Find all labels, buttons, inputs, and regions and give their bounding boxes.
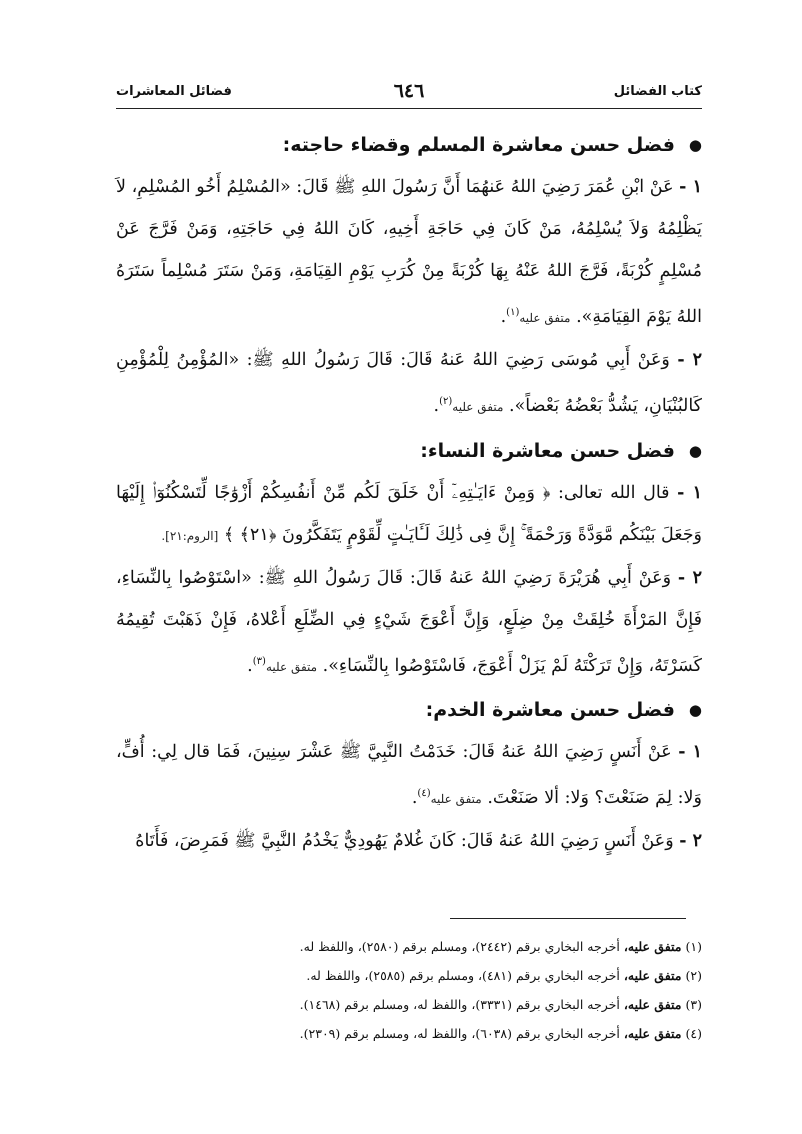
section-heading: [116, 134, 702, 156]
footnote-lead: متفق عليه،: [623, 968, 682, 983]
section-title: فضائل المعاشرات: [116, 84, 232, 99]
footnote-text: أخرجه البخاري برقم (٦٠٣٨)، واللفظ له، ومسلم برقم (٢٣٠٩).: [299, 1026, 620, 1041]
bullet-icon: ●: [688, 136, 702, 154]
footnote-ref[interactable]: (٢): [439, 395, 453, 407]
footnote-item: [116, 990, 702, 1019]
hadith-text: وَعَنْ أَنَسٍ رَضِيَ اللهُ عَنهُ قَالَ: كَانَ غُلامٌ يَهُودِيٌّ يَخْدُمُ النَّبِيَّ ﷺ فَمَرِضَ، فَأَتَاهُ: [135, 831, 674, 852]
item-number: ١ -: [677, 482, 703, 503]
item-number: ١ -: [678, 742, 702, 763]
book-title: كتاب الفضائل: [613, 84, 702, 99]
grading-note: متفق عليه: [452, 399, 504, 414]
item-number: ٢ -: [677, 567, 702, 588]
footnote-item: [116, 1019, 702, 1048]
footnote-ref[interactable]: (١): [506, 307, 520, 318]
footnote-text: أخرجه البخاري برقم (٢٤٤٢)، ومسلم برقم (٢٥٨٠)، واللفظ له.: [299, 939, 620, 954]
heading-text: فضل حسن معاشرة الخدم:: [425, 699, 675, 722]
quran-verse: ﴿ وَمِنْ ءَايَـٰتِهِۦٓ أَنْ خَلَقَ لَكُم مِّنْ أَنفُسِكُمْ أَزْوَٰجًا لِّتَسْكُنُوٓا۟ إِلَيْهَا وَجَعَلَ بَيْنَكُم مَّوَدَّةً وَرَحْمَةً ۚ إِنَّ فِى ذَٰلِكَ لَـَٔايَـٰتٍ لِّقَوْمٍ يَتَفَكَّرُونَ ﴿٢١﴾ ﴾: [116, 482, 702, 545]
surah-reference: [الروم:٢١].: [161, 528, 219, 543]
heading-text: فضل حسن معاشرة المسلم وقضاء حاجته:: [282, 134, 675, 156]
hadith-paragraph: ١ - عَنْ أَنَسٍ رَضِيَ اللهُ عَنهُ قَالَ: خَدَمْتُ النَّبِيَّ ﷺ عَشْرَ سِنِينَ، فَمَا قال لِي: أُفٍّ، وَلا: لِمَ صَنَعْتَ؟ وَلا: ألا صَنَعْتَ. متفق عليه$^{(٤)}$.: [116, 742, 702, 809]
hadith-paragraph: ٢ - وَعَنْ أَبِي هُرَيْرَةَ رَضِيَ اللهُ عَنهُ قَالَ: قَالَ رَسُولُ اللهِ ﷺ: «اسْتَوْصُوا بِالنِّسَاءِ، فَإِنَّ المَرْأَةَ خُلِقَتْ مِنْ ضِلَعٍ، وَإِنَّ أَعْوَجَ شَيْءٍ فِي الضِّلَعِ أَعْلاهُ، فَإِنْ ذَهَبْتَ تُقِيمُهُ كَسَرْتَهُ، وَإِنْ تَرَكْتَهُ لَمْ يَزَلْ أَعْوَجَ، فَاسْتَوْصُوا بِالنِّسَاءِ». متفق عليه$^{(٣)}$.: [116, 567, 702, 676]
footnote-number: (٣): [685, 997, 702, 1012]
bullet-icon: ●: [688, 701, 702, 720]
section-heading: [116, 440, 702, 462]
verse-paragraph: [116, 472, 702, 557]
heading-text: فضل حسن معاشرة النساء:: [420, 439, 675, 462]
footnote-item: [116, 932, 702, 961]
verse-lead: قال الله تعالى:: [558, 482, 670, 503]
hadith-paragraph: ٢ - وَعَنْ أَبِي مُوسَى رَضِيَ اللهُ عَنهُ قَالَ: قَالَ رَسُولُ اللهِ ﷺ: «المُؤْمِنُ لِلْمُؤْمِنِ كَالبُنْيَانِ، يَشُدُّ بَعْضُهُ بَعْضاً». متفق عليه$^{(٢)}$.: [116, 349, 702, 416]
main-text: [116, 122, 702, 862]
running-header: [116, 82, 702, 109]
footnote-divider: [450, 918, 686, 919]
item-number: ٢ -: [677, 349, 702, 370]
bullet-icon: ●: [688, 441, 702, 460]
footnote-lead: متفق عليه،: [623, 1026, 682, 1041]
footnote-number: (٤): [685, 1026, 702, 1041]
hadith-paragraph: [116, 820, 702, 862]
footnote-ref[interactable]: (٣): [252, 655, 266, 667]
grading-note: متفق عليه: [430, 792, 482, 807]
hadith-text: وَعَنْ أَبِي مُوسَى رَضِيَ اللهُ عَنهُ قَالَ: قَالَ رَسُولُ اللهِ ﷺ: «المُؤْمِنُ لِلْمُؤْمِنِ كَالبُنْيَانِ، يَشُدُّ بَعْضُهُ بَعْضاً».: [116, 349, 702, 416]
footnote-lead: متفق عليه،: [623, 939, 682, 954]
grading-note: متفق عليه: [265, 659, 318, 674]
section-heading: [116, 699, 702, 721]
footnote-number: (١): [685, 939, 702, 954]
footnote-item: [116, 961, 702, 990]
footnote-number: (٢): [685, 968, 702, 983]
hadith-paragraph: ١ - عَنْ ابْنِ عُمَرَ رَضِيَ اللهُ عَنهُمَا أَنَّ رَسُولَ اللهِ ﷺ قَالَ: «المُسْلِمُ أَخُو المُسْلِمِ، لاَ يَظْلِمُهُ وَلاَ يُسْلِمُهُ، مَنْ كَانَ فِي حَاجَةِ أَخِيهِ، كَانَ اللهُ فِي حَاجَتِهِ، وَمَنْ فَرَّجَ عَنْ مُسْلِمٍ كُرْبَةً، فَرَّجَ اللهُ عَنْهُ بِهَا كُرْبَةً مِنْ كُرَبِ يَوْمِ القِيَامَةِ، وَمَنْ سَتَرَ مُسْلِماً سَتَرَهُ اللهُ يَوْمَ القِيَامَةِ». متفق عليه$^{(١)}$.: [116, 177, 702, 327]
page-number: ٦٤٦: [393, 80, 425, 102]
grading-note: متفق عليه: [519, 310, 571, 325]
footnote-ref[interactable]: (٤): [417, 788, 431, 800]
footnote-text: أخرجه البخاري برقم (٣٣٣١)، واللفظ له، ومسلم برقم (١٤٦٨).: [299, 997, 620, 1012]
item-number: ٢ -: [679, 831, 702, 852]
hadith-text: وَعَنْ أَبِي هُرَيْرَةَ رَضِيَ اللهُ عَنهُ قَالَ: قَالَ رَسُولُ اللهِ ﷺ: «اسْتَوْصُوا بِالنِّسَاءِ، فَإِنَّ المَرْأَةَ خُلِقَتْ مِنْ ضِلَعٍ، وَإِنَّ أَعْوَجَ شَيْءٍ فِي الضِّلَعِ أَعْلاهُ، فَإِنْ ذَهَبْتَ تُقِيمُهُ كَسَرْتَهُ، وَإِنْ تَرَكْتَهُ لَمْ يَزَلْ أَعْوَجَ، فَاسْتَوْصُوا بِالنِّسَاءِ».: [116, 567, 702, 676]
footnote-lead: متفق عليه،: [623, 997, 682, 1012]
footnote-text: أخرجه البخاري برقم (٤٨١)، ومسلم برقم (٢٥٨٥)، واللفظ له.: [306, 968, 620, 983]
item-number: ١ -: [679, 177, 702, 197]
footnotes: [116, 932, 702, 1048]
hadith-text: عَنْ أَنَسٍ رَضِيَ اللهُ عَنهُ قَالَ: خَدَمْتُ النَّبِيَّ ﷺ عَشْرَ سِنِينَ، فَمَا قال لِي: أُفٍّ، وَلا: لِمَ صَنَعْتَ؟ وَلا: ألا صَنَعْتَ.: [116, 742, 702, 809]
hadith-text: عَنْ ابْنِ عُمَرَ رَضِيَ اللهُ عَنهُمَا أَنَّ رَسُولَ اللهِ ﷺ قَالَ: «المُسْلِمُ أَخُو المُسْلِمِ، لاَ يَظْلِمُهُ وَلاَ يُسْلِمُهُ، مَنْ كَانَ فِي حَاجَةِ أَخِيهِ، كَانَ اللهُ فِي حَاجَتِهِ، وَمَنْ فَرَّجَ عَنْ مُسْلِمٍ كُرْبَةً، فَرَّجَ اللهُ عَنْهُ بِهَا كُرْبَةً مِنْ كُرَبِ يَوْمِ القِيَامَةِ، وَمَنْ سَتَرَ مُسْلِماً سَتَرَهُ اللهُ يَوْمَ القِيَامَةِ».: [116, 177, 702, 327]
